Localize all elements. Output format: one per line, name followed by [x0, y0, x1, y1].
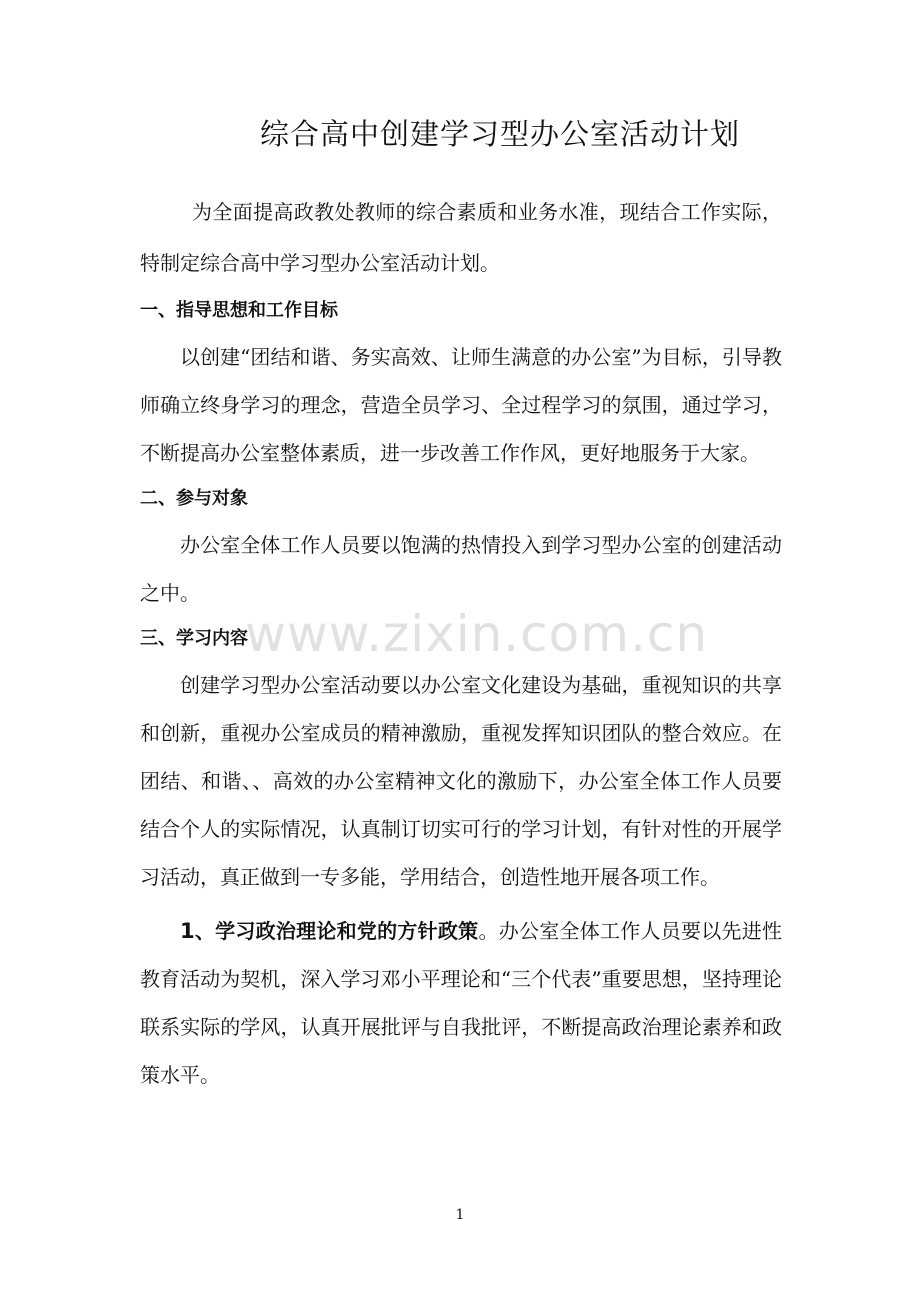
section-heading-learning-content: 三、学习内容: [140, 628, 248, 649]
page-number: 1: [455, 1207, 465, 1223]
section-paragraph-learning-content: 创建学习型办公室活动要以办公室文化建设为基础，重视知识的共享和创新，重视办公室成员的精神激励，重视发挥知识团队的整合效应。在团结、和谐、、高效的办公室精神文化的激励下，办公室全体工作人员要结合个人的实际情况，认真制订切实可行的学习计划，有针对性的开展学习活动，真正做到一专多能，学用结合，创造性地开展各项工作。: [140, 673, 782, 889]
item-1-number: 1: [180, 919, 195, 943]
item-1-text: 。办公室全体工作人员要以先进性教育活动为契机，深入学习邓小平理论和“三个代表”重要思想，坚持理论联系实际的学风，认真开展批评与自我批评，不断提高政治理论素养和政策水平。: [140, 919, 783, 1087]
item-1-paragraph: [140, 907, 782, 1099]
document-body: [140, 187, 782, 1099]
section-paragraph-guiding-ideology: 以创建“团结和谐、务实高效、让师生满意的办公室”为目标，引导教师确立终身学习的理念，营造全员学习、全过程学习的氛围，通过学习，不断提高办公室整体素质，进一步改善工作作风，更好地服务于大家。: [140, 345, 782, 465]
item-1-lead: 、学习政治理论和党的方针政策: [194, 919, 479, 943]
section-heading-guiding-ideology: 一、指导思想和工作目标: [140, 300, 338, 321]
watermark-text: www.zixin.com.cn: [245, 605, 709, 663]
section-heading-participants: 二、参与对象: [140, 488, 248, 509]
section-paragraph-participants: 办公室全体工作人员要以饱满的热情投入到学习型办公室的创建活动之中。: [140, 533, 782, 605]
document-title: 综合高中创建学习型办公室活动计划: [259, 117, 740, 151]
intro-paragraph: 为全面提高政教处教师的综合素质和业务水准，现结合工作实际，特制定综合高中学习型办公室活动计划。: [140, 200, 782, 275]
